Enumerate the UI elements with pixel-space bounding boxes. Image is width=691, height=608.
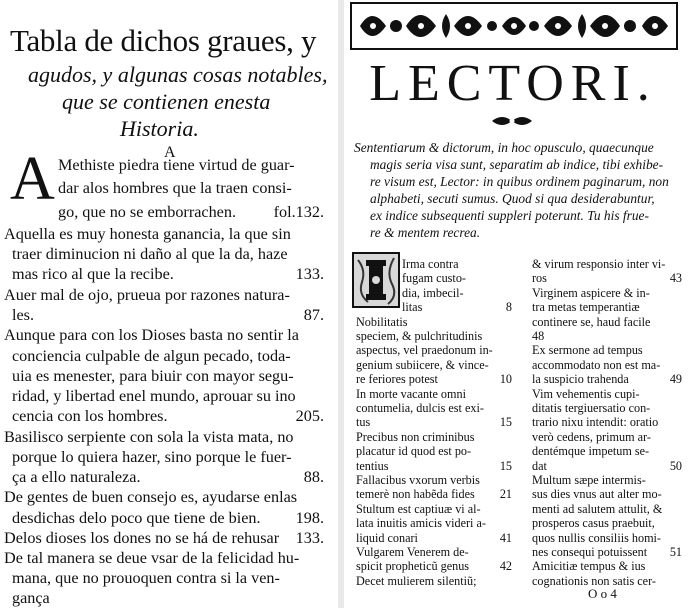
index-entry-number: 205. [295, 407, 324, 425]
col1-entry-number: 10 [499, 372, 512, 387]
index-entry-text: Basilisco serpiente con sola la vista mata, no [4, 428, 294, 446]
index-entry [58, 202, 324, 222]
section-letter: A [164, 144, 176, 161]
col2-entry-text: sus dies vnus aut alter mo- [532, 487, 662, 502]
col1-entry-text: Vulgarem Venerem de- [356, 545, 469, 559]
col2-entry-text: & virum responsio inter vi- [532, 257, 666, 271]
index-entry-number [318, 224, 324, 244]
col1-entry-number [508, 573, 512, 589]
index-entry [12, 406, 324, 426]
col2-entry-text: cognationis non satis cer- [532, 573, 656, 588]
index-entry [4, 427, 324, 447]
col1-entry-text: temerè non habẽda fides [356, 487, 475, 502]
index-entry [12, 447, 324, 467]
index-entry-number: 133. [295, 529, 324, 547]
index-entry [12, 386, 324, 406]
col1-entry-number: 15 [499, 415, 512, 430]
index-entry [4, 548, 324, 568]
col1-entry-number: 8 [505, 300, 512, 315]
intro-line: Sententiarum & dictorum, in hoc opusculo, quaecunque [354, 140, 654, 155]
col2-entry-number [678, 573, 682, 589]
col2-entry-number: 49 [669, 372, 682, 387]
index-entry-text: desdichas delo poco que tiene de bien. [12, 509, 261, 527]
col1-entry-text: aspectus, vel praedonum in- [356, 343, 493, 358]
col1-entry-number: 21 [499, 487, 512, 502]
index-entry-text: les. [12, 306, 35, 324]
index-entry-number [318, 427, 324, 447]
col2-entry-text: verò cedens, primum ar- [532, 429, 651, 444]
index-entry [12, 508, 324, 528]
col2-entry-text: continere se, haud facile [532, 314, 651, 329]
index-entry-number: fol.132. [273, 203, 324, 221]
index-entry-text: De gentes de buen consejo es, ayudarse enlas [4, 488, 298, 506]
col2-entry-text: dat [532, 458, 547, 473]
col1-entry-text: Fallacibus vxorum verbis [356, 473, 480, 487]
index-entry-text: porque lo quiera hazer, sino porque le fuer- [12, 448, 292, 466]
col1-entry-number: 41 [499, 530, 512, 545]
index-entry-text: cencia con los hombres. [12, 407, 168, 425]
index-entry-number [318, 285, 324, 305]
col1-entry-text: spicit propheticũ genus [356, 559, 470, 574]
col1-entry-text: re feriores potest [356, 372, 438, 387]
index-entry-text: ridad, y libertad enel mundo, aprouar su ino [12, 387, 296, 405]
index-entry [12, 264, 324, 284]
index-entry-text: Aunque para con los Dioses basta no sentir la [4, 326, 299, 344]
index-entry [12, 588, 324, 608]
drop-cap: A [10, 145, 55, 213]
index-entry-text: De tal manera se deue vsar de la felicidad hu- [4, 549, 300, 567]
index-entry-text: Auer mal de ojo, prueua por razones natura- [4, 286, 290, 304]
index-entry-number [318, 487, 324, 507]
index-entry [4, 285, 324, 305]
col2-entry-text: dentémque impetum se- [532, 444, 650, 459]
col1-entry-text: Irma contra [402, 257, 459, 271]
col1-entry-text: placatur id quod est po- [356, 444, 472, 459]
index-entry-number: 87. [303, 306, 324, 324]
left-page [0, 0, 338, 608]
index-entry [4, 528, 324, 548]
index-entry-number [318, 244, 324, 264]
col1-entry-text: speciem, & pulchritudinis [356, 329, 483, 343]
intro-line: re visum est, Lector: in quibus ordinem paginarum, non [370, 174, 669, 189]
intro-line: magis seria visa sunt, separatim ab indice, tibi exhibe- [370, 157, 664, 172]
col1-entry-text: tus [356, 415, 371, 430]
col1-entry-text: Nobilitatis [356, 314, 408, 329]
index-entry-number [318, 178, 324, 198]
col2-entry-text: quos nullis consiliis homi- [532, 530, 661, 545]
col1-entry-number: 42 [499, 559, 512, 574]
col1-entry-text: liquid conari [356, 530, 418, 545]
index-entry-text: mana, que no prouoquen contra si la ven- [12, 569, 280, 587]
index-entry-number [318, 155, 324, 175]
col2-entry-text: tra metas temperantiæ [532, 300, 640, 315]
index-entry [12, 346, 324, 366]
col2-entry-text: la suspicio trahenda [532, 372, 629, 387]
index-entry [12, 467, 324, 487]
col1-entry-text: tentius [356, 458, 389, 473]
index-entry-text: dar alos hombres que la traen consi- [58, 179, 292, 197]
index-entry-number [318, 568, 324, 588]
index-entry [4, 224, 324, 244]
col1-entry [356, 573, 512, 589]
col2-entry-text: trario nixu intendit: oratio [532, 415, 659, 430]
col1-entry-number: 15 [499, 458, 512, 473]
index-entry-text: ça a ello naturaleza. [12, 468, 141, 486]
index-entry [58, 155, 324, 175]
col2-entry-text: nes consequi potuissent [532, 545, 648, 559]
index-entry-text: gança [12, 589, 50, 607]
col1-entry-text: litas [402, 300, 423, 315]
col2-entry-text: 48 [532, 329, 545, 343]
index-entry-number [318, 588, 324, 608]
index-entry-number [318, 346, 324, 366]
index-entry [12, 244, 324, 264]
index-entry [58, 178, 324, 198]
index-entry [4, 325, 324, 345]
col1-entry-text: fugam custo- [402, 271, 466, 286]
col2-entry-text: ros [532, 271, 547, 286]
ornament-band [350, 2, 678, 50]
decorated-initial [352, 252, 400, 308]
index-entry-text: conciencia culpable de algun pecado, toda- [12, 347, 291, 365]
index-entry-text: Aquella es muy honesta ganancia, la que sin [4, 225, 291, 243]
lectori-heading: LECTORI. [369, 55, 657, 112]
index-entry-number: 133. [295, 265, 324, 283]
col1-entry-text: In morte vacante omni [356, 386, 466, 401]
index-entry-text: traer diminucion ni daño al que la da, haze [12, 245, 288, 263]
index-entry-number [318, 548, 324, 568]
col1-entry-text: lata inuitis amicis videri a- [356, 516, 486, 531]
col2-entry-text: Amicitiæ tempus & ius [532, 559, 646, 574]
index-entry-text: Delos dioses los dones no se há de rehusar [4, 529, 280, 547]
col2-entry-number: 50 [669, 458, 682, 473]
index-entry-number [318, 366, 324, 386]
col2-entry-text: menti ad salutem attulit, & [532, 501, 663, 516]
subtitle-line: Historia. [120, 116, 199, 141]
intro-line: re & mentem recrea. [370, 225, 481, 240]
col1-entry-text: Precibus non criminibus [356, 429, 475, 444]
index-entry-text: mas rico al que la recibe. [12, 265, 174, 283]
col1-entry-text: Stultum est captiuæ vi al- [356, 501, 481, 516]
col2-entry-text: Virginem aspicere & in- [532, 285, 650, 300]
index-entry-number [318, 325, 324, 345]
col2-entry-text: Vim vehementis cupi- [532, 386, 640, 401]
index-entry-text: Methiste piedra tiene virtud de guar- [58, 156, 295, 174]
col1-entry-text: Decet mulierem silentiũ; [356, 573, 477, 588]
fleuron-ornament [490, 114, 534, 128]
signature-mark: O o 4 [588, 586, 617, 601]
col2-entry-text: Ex sermone ad tempus [532, 343, 643, 358]
index-entry [4, 487, 324, 507]
intro-line: alphabeti, secuti sumus. Quod si qua desiderabuntur, [370, 191, 655, 206]
col2-entry-number: 43 [669, 271, 682, 286]
col1-entry-text: contumelia, dulcis est exi- [356, 401, 484, 415]
index-entry-number [318, 386, 324, 406]
subtitle-line: agudos, y algunas cosas notables, [28, 62, 328, 87]
col1-entry-text: dia, imbecil- [402, 285, 464, 300]
col2-entry-text: Multum sæpe intermis- [532, 473, 646, 487]
right-page [344, 0, 691, 608]
index-entry-number: 198. [295, 509, 324, 527]
index-entry [12, 305, 324, 325]
index-entry [12, 366, 324, 386]
index-entry [12, 568, 324, 588]
index-entry-number [318, 447, 324, 467]
col2-entry-number: 51 [669, 545, 682, 559]
col2-entry-text: ditatis tergiuersatio con- [532, 401, 651, 415]
subtitle-line: que se contienen enesta [62, 89, 271, 114]
index-entry-text: uia es menester, para biuir con mayor segu- [12, 367, 294, 385]
intro-line: ex indice subsequenti suppleri poterunt. Tu his frue- [370, 208, 649, 223]
index-entry-number: 88. [303, 468, 324, 486]
index-entry-text: go, que no se emborrachen. [58, 203, 236, 221]
col2-entry-text: accommodato non est ma- [532, 357, 661, 372]
col1-entry-text: genium subiicere, & vince- [356, 357, 489, 372]
page-title: Tabla de dichos graues, y [10, 23, 317, 58]
col2-entry-text: prosperos casus praebuit, [532, 516, 655, 531]
